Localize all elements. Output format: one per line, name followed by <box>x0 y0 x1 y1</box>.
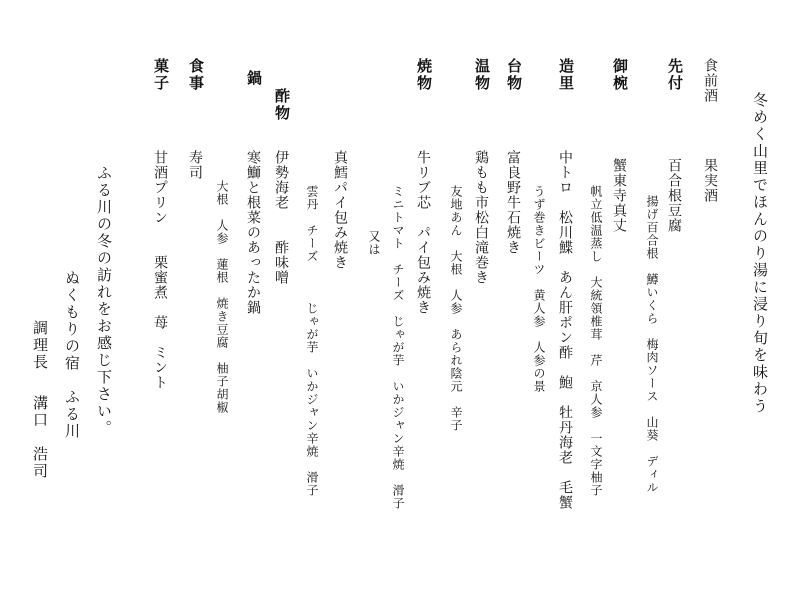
menu-or-label: 又は <box>367 230 381 256</box>
menu-item-beef-pie: 牛リブ芯 パイ包み焼き <box>415 150 431 315</box>
inn-name: ぬくもりの宿 ふる川 <box>63 270 81 440</box>
category-shokuji: 食事 <box>187 58 205 92</box>
menu-item-yurine-tofu: 百合根豆腐 <box>666 158 682 233</box>
menu-item-sashimi-garnish: うず巻きビーツ 黄人参 人参の景 <box>532 185 546 393</box>
menu-item-buri-nabe: 寒鰤と根菜のあったか鍋 <box>245 150 261 315</box>
menu-item-beef-pie-garnish: ミニトマト チーズ じゃが芋 いかジャン辛焼 滑子 <box>391 185 405 510</box>
menu-item-cod-pie: 真鱈パイ包み焼き <box>332 150 348 270</box>
menu-item-aperitif: 食前酒 <box>702 58 718 103</box>
category-kashi: 菓子 <box>152 58 170 92</box>
menu-item-sashimi: 中トロ 松川鰈 あん肝ポン酢 鮑 牡丹海老 毛蟹 <box>557 150 573 510</box>
category-nabe: 鍋 <box>245 70 263 87</box>
closing-message: ふる川の冬の訪れをお感じ下さい。 <box>95 165 113 437</box>
category-yakimono: 焼物 <box>415 58 433 92</box>
menu-item-sushi: 寿司 <box>187 150 203 180</box>
menu-item-furano-beef: 富良野牛石焼き <box>505 150 521 255</box>
chef-title: 調理長 <box>31 320 49 371</box>
menu-item-chicken-roll: 鶏もも市松白滝巻き <box>473 150 489 285</box>
menu-item-nabe-garnish: 大根 人参 蓮根 焼き豆腐 柚子胡椒 <box>215 180 229 414</box>
menu-item-aperitif-note: 果実酒 <box>702 158 718 203</box>
menu-item-yurine-garnish: 揚げ百合根 鱒いくら 梅肉ソース 山葵 ディル <box>645 195 659 494</box>
category-owan: 御椀 <box>611 58 629 92</box>
menu-item-chicken-garnish: 友地あん 大根 人参 あられ陰元 辛子 <box>449 185 463 432</box>
menu-item-owan-garnish: 帆立低温蒸し 大統領椎茸 芹 京人参 一文字柚子 <box>589 185 603 497</box>
category-tsukuri: 造里 <box>557 58 575 92</box>
menu-item-kani-shinjo: 蟹東寺真丈 <box>611 158 627 233</box>
menu-title: 冬めく山里でほんのり湯に浸り旬を味わう <box>751 92 769 415</box>
category-onmono: 温物 <box>473 58 491 92</box>
chef-name: 溝口 浩司 <box>31 395 49 480</box>
menu-item-ise-ebi: 伊勢海老 酢味噌 <box>273 150 289 285</box>
category-sakizuke: 先付 <box>666 58 684 92</box>
category-daimono: 台物 <box>505 58 523 92</box>
category-sunomono: 酢物 <box>273 88 291 122</box>
menu-item-amazake-pudding: 甘酒プリン 栗蜜煮 苺 ミント <box>152 150 168 390</box>
menu-item-cod-pie-garnish: 雲丹 チーズ じゃが芋 いかジャン辛焼 滑子 <box>305 185 319 497</box>
